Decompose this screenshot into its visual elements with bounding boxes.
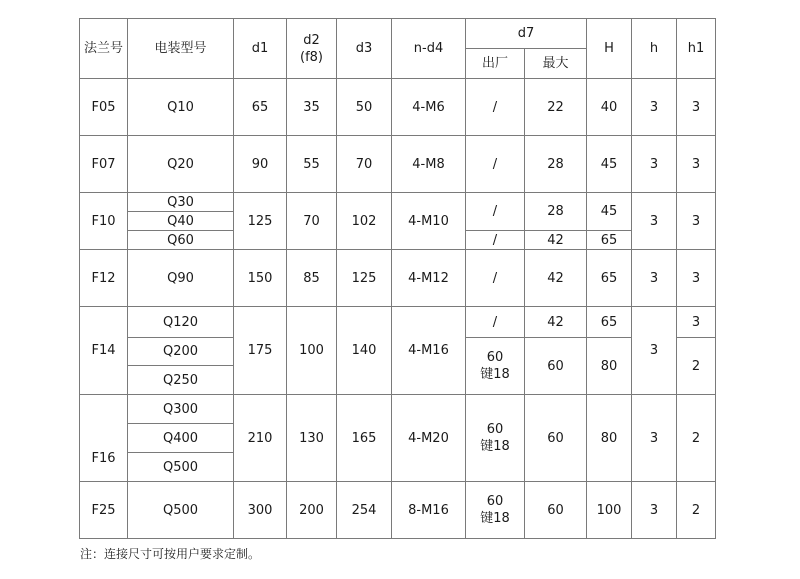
cell-d7-factory bbox=[466, 395, 525, 482]
cell-d7-factory: / bbox=[466, 307, 525, 338]
cell-d7-factory bbox=[466, 338, 525, 395]
table-row bbox=[80, 482, 716, 539]
cell-H: 45 bbox=[587, 136, 632, 193]
cell-H: 65 bbox=[587, 307, 632, 338]
table-row bbox=[80, 136, 716, 193]
cell-h: 3 bbox=[632, 136, 677, 193]
cell-d2: 200 bbox=[287, 482, 337, 539]
cell-d1: 65 bbox=[234, 79, 287, 136]
table-row bbox=[80, 307, 716, 338]
cell-model: Q60 bbox=[128, 231, 234, 250]
cell-nd4: 8-M16 bbox=[392, 482, 466, 539]
cell-d7-factory: / bbox=[466, 193, 525, 231]
cell-d7-factory: / bbox=[466, 231, 525, 250]
flange-spec-table bbox=[79, 18, 716, 539]
cell-h: 3 bbox=[632, 307, 677, 395]
cell-model: Q250 bbox=[128, 366, 234, 395]
cell-d7-factory: / bbox=[466, 136, 525, 193]
cell-nd4: 4-M10 bbox=[392, 193, 466, 250]
header-d3: d3 bbox=[337, 19, 392, 79]
header-H: H bbox=[587, 19, 632, 79]
cell-model: Q120 bbox=[128, 307, 234, 338]
header-d1: d1 bbox=[234, 19, 287, 79]
header-nd4: n-d4 bbox=[392, 19, 466, 79]
cell-d2: 70 bbox=[287, 193, 337, 250]
cell-flange: F10 bbox=[80, 193, 128, 250]
footnote: 注：连接尺寸可按用户要求定制。 bbox=[80, 547, 261, 561]
header-d2-tolerance: (f8) bbox=[300, 49, 323, 65]
cell-d7-factory-value: 60 bbox=[486, 422, 504, 437]
cell-d2: 130 bbox=[287, 395, 337, 482]
cell-d1: 210 bbox=[234, 395, 287, 482]
cell-h1: 2 bbox=[677, 482, 716, 539]
cell-model: Q20 bbox=[128, 136, 234, 193]
cell-flange: F14 bbox=[80, 307, 128, 395]
cell-nd4: 4-M12 bbox=[392, 250, 466, 307]
cell-d7-max: 42 bbox=[525, 231, 587, 250]
header-d7-factory: 出厂 bbox=[466, 49, 525, 79]
cell-model: Q40 bbox=[128, 212, 234, 231]
cell-d2: 35 bbox=[287, 79, 337, 136]
header-d7: d7 bbox=[466, 19, 587, 49]
cell-d7-max: 60 bbox=[525, 338, 587, 395]
table-row bbox=[80, 193, 716, 212]
cell-flange: F12 bbox=[80, 250, 128, 307]
cell-d7-factory bbox=[466, 482, 525, 539]
cell-h: 3 bbox=[632, 482, 677, 539]
cell-nd4: 4-M20 bbox=[392, 395, 466, 482]
cell-d3: 125 bbox=[337, 250, 392, 307]
cell-H: 45 bbox=[587, 193, 632, 231]
cell-d3: 254 bbox=[337, 482, 392, 539]
cell-flange: F07 bbox=[80, 136, 128, 193]
cell-d7-factory: / bbox=[466, 250, 525, 307]
cell-model: Q300 bbox=[128, 395, 234, 424]
cell-d7-factory-value: 60 bbox=[486, 350, 504, 365]
cell-H: 80 bbox=[587, 395, 632, 482]
cell-d7-max: 60 bbox=[525, 482, 587, 539]
cell-d3: 165 bbox=[337, 395, 392, 482]
cell-model: Q500 bbox=[128, 482, 234, 539]
cell-h1: 3 bbox=[677, 193, 716, 250]
cell-d7-max: 60 bbox=[525, 395, 587, 482]
cell-d7-max: 42 bbox=[525, 307, 587, 338]
cell-nd4: 4-M16 bbox=[392, 307, 466, 395]
header-d7-max: 最大 bbox=[525, 49, 587, 79]
cell-d7-factory-key: 键18 bbox=[480, 367, 510, 382]
table-row bbox=[80, 79, 716, 136]
cell-flange: F16 bbox=[80, 395, 128, 482]
cell-h: 3 bbox=[632, 250, 677, 307]
header-h1: h1 bbox=[677, 19, 716, 79]
cell-H: 65 bbox=[587, 250, 632, 307]
cell-model: Q400 bbox=[128, 424, 234, 453]
cell-d7-factory: / bbox=[466, 79, 525, 136]
table-row bbox=[80, 395, 716, 424]
cell-d7-max: 22 bbox=[525, 79, 587, 136]
cell-h1: 3 bbox=[677, 307, 716, 338]
cell-d2: 100 bbox=[287, 307, 337, 395]
cell-d7-factory-key: 键18 bbox=[480, 511, 510, 526]
cell-d3: 70 bbox=[337, 136, 392, 193]
cell-d3: 102 bbox=[337, 193, 392, 250]
cell-d3: 50 bbox=[337, 79, 392, 136]
cell-h1: 3 bbox=[677, 79, 716, 136]
cell-h: 3 bbox=[632, 79, 677, 136]
cell-model: Q10 bbox=[128, 79, 234, 136]
cell-h1: 2 bbox=[677, 338, 716, 395]
cell-d2: 55 bbox=[287, 136, 337, 193]
header-flange: 法兰号 bbox=[80, 19, 128, 79]
cell-d2: 85 bbox=[287, 250, 337, 307]
cell-d1: 125 bbox=[234, 193, 287, 250]
cell-d7-max: 28 bbox=[525, 136, 587, 193]
cell-H: 100 bbox=[587, 482, 632, 539]
cell-h1: 3 bbox=[677, 250, 716, 307]
header-model: 电装型号 bbox=[128, 19, 234, 79]
cell-H: 80 bbox=[587, 338, 632, 395]
cell-H: 65 bbox=[587, 231, 632, 250]
cell-d1: 175 bbox=[234, 307, 287, 395]
cell-d7-factory-value: 60 bbox=[486, 494, 504, 509]
cell-d7-max: 28 bbox=[525, 193, 587, 231]
cell-h1: 2 bbox=[677, 395, 716, 482]
cell-nd4: 4-M6 bbox=[392, 79, 466, 136]
cell-d7-factory-key: 键18 bbox=[480, 439, 510, 454]
header-h: h bbox=[632, 19, 677, 79]
cell-model: Q90 bbox=[128, 250, 234, 307]
cell-flange: F25 bbox=[80, 482, 128, 539]
header-row bbox=[80, 19, 716, 49]
header-d2 bbox=[287, 19, 337, 79]
cell-d1: 90 bbox=[234, 136, 287, 193]
cell-model: Q200 bbox=[128, 338, 234, 366]
cell-h: 3 bbox=[632, 395, 677, 482]
cell-flange: F05 bbox=[80, 79, 128, 136]
cell-d3: 140 bbox=[337, 307, 392, 395]
cell-h: 3 bbox=[632, 193, 677, 250]
cell-d1: 300 bbox=[234, 482, 287, 539]
cell-d7-max: 42 bbox=[525, 250, 587, 307]
cell-h1: 3 bbox=[677, 136, 716, 193]
cell-model: Q500 bbox=[128, 453, 234, 482]
cell-H: 40 bbox=[587, 79, 632, 136]
cell-d1: 150 bbox=[234, 250, 287, 307]
cell-model: Q30 bbox=[128, 193, 234, 212]
table-row bbox=[80, 250, 716, 307]
header-d2-label: d2 bbox=[303, 32, 320, 48]
cell-nd4: 4-M8 bbox=[392, 136, 466, 193]
